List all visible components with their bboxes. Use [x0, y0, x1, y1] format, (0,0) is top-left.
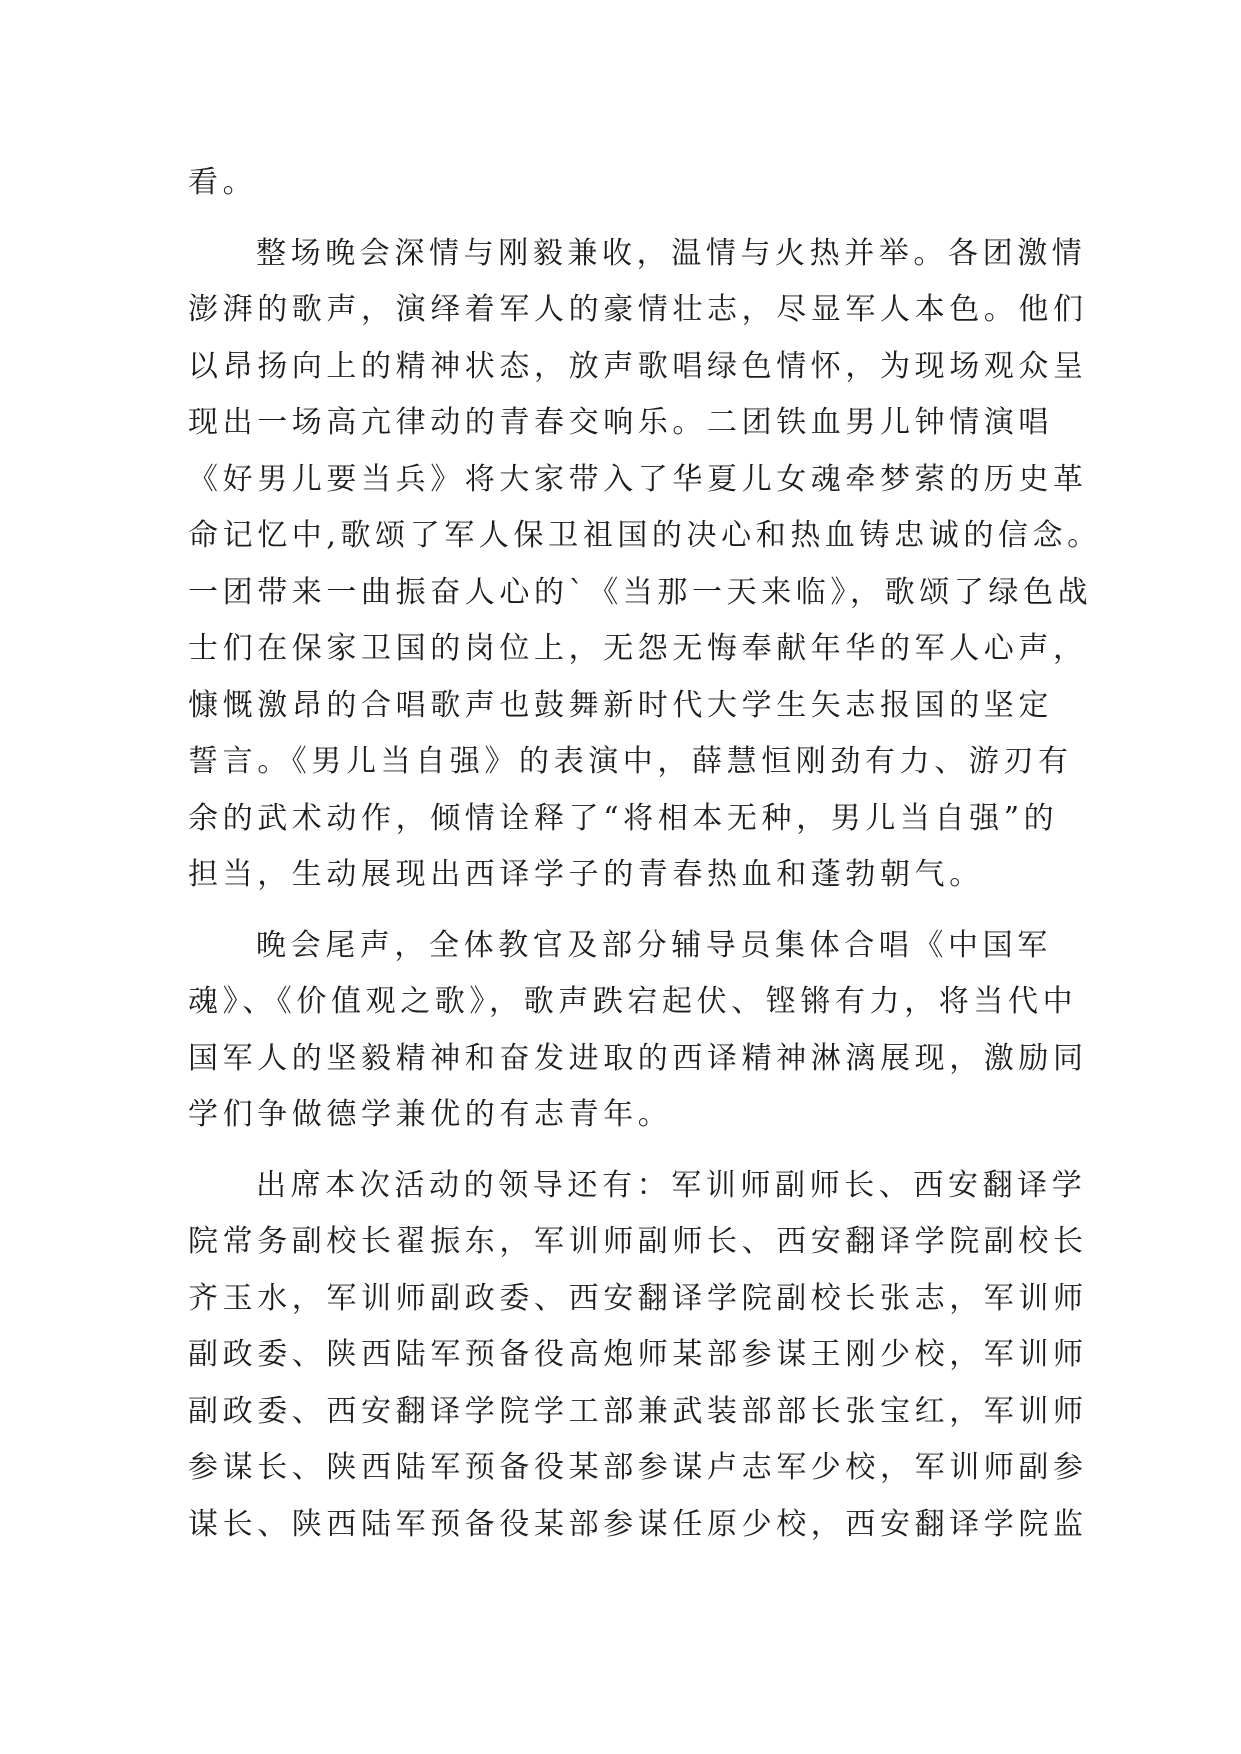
- paragraph-gap: [188, 1144, 1068, 1158]
- paragraph-line: 担当，生动展现出西译学子的青春热血和蓬勃朝气。: [188, 857, 984, 892]
- paragraph-line: 澎湃的歌声，演绎着军人的豪情壮志，尽显军人本色。他们: [188, 292, 1088, 327]
- paragraph-line: 誓言。《男儿当自强》的表演中，薛慧恒刚劲有力、游刃有: [188, 744, 1073, 779]
- paragraph-line: 魂》、《价值观之歌》，歌声跌宕起伏、铿锵有力，将当代中: [188, 984, 1078, 1019]
- paragraph-gap: [188, 212, 1068, 226]
- paragraph-line: 以昂扬向上的精神状态，放声歌唱绿色情怀，为现场观众呈: [188, 348, 1088, 384]
- paragraph-line: 余的武术动作，倾情诠释了“将相本无种，男儿当自强”的: [188, 800, 1059, 836]
- paragraph-line: 看。: [188, 165, 258, 200]
- document-body: [188, 155, 1102, 1553]
- paragraph-line: 学们争做德学兼优的有志青年。: [188, 1097, 673, 1132]
- paragraph-line: 《好男儿要当兵》将大家带入了华夏儿女魂牵梦萦的历史革: [188, 461, 1088, 497]
- paragraph-line: 士们在保家卫国的岗位上，无怨无悔奉献年华的军人心声，: [188, 631, 1088, 666]
- paragraph-line: 院常务副校长翟振东，军训师副师长、西安翻译学院副校长: [188, 1224, 1088, 1259]
- paragraph-line: 国军人的坚毅精神和奋发进取的西译精神淋漓展现，激励同: [188, 1040, 1088, 1076]
- paragraph-line: 整场晚会深情与刚毅兼收，温情与火热并举。各团激情: [256, 235, 1087, 271]
- paragraph-line: 命记忆中,歌颂了军人保卫祖国的决心和热血铸忠诚的信念。: [188, 518, 1102, 553]
- paragraph-line: 副政委、陕西陆军预备役高炮师某部参谋王刚少校，军训师: [188, 1337, 1088, 1372]
- paragraph-line: 一团带来一曲振奋人心的`《当那一天来临》，歌颂了绿色战: [188, 574, 1093, 610]
- paragraph-line: 副政委、西安翻译学院学工部兼武装部部长张宝红，军训师: [188, 1393, 1088, 1429]
- paragraph-line: 现出一场高亢律动的青春交响乐。二团铁血男儿钟情演唱: [188, 405, 1053, 440]
- paragraph-line: 出席本次活动的领导还有：军训师副师长、西安翻译学: [256, 1167, 1087, 1203]
- paragraph-line: 谋长、陕西陆军预备役某部参谋任原少校，西安翻译学院监: [188, 1506, 1088, 1542]
- paragraph-line: 晚会尾声，全体教官及部分辅导员集体合唱《中国军: [256, 927, 1052, 963]
- paragraph-line: 齐玉水，军训师副政委、西安翻译学院副校长张志，军训师: [188, 1280, 1088, 1316]
- paragraph-gap: [188, 904, 1068, 918]
- paragraph-line: 慷慨激昂的合唱歌声也鼓舞新时代大学生矢志报国的坚定: [188, 687, 1053, 723]
- paragraph-line: 参谋长、陕西陆军预备役某部参谋卢志军少校，军训师副参: [188, 1450, 1088, 1485]
